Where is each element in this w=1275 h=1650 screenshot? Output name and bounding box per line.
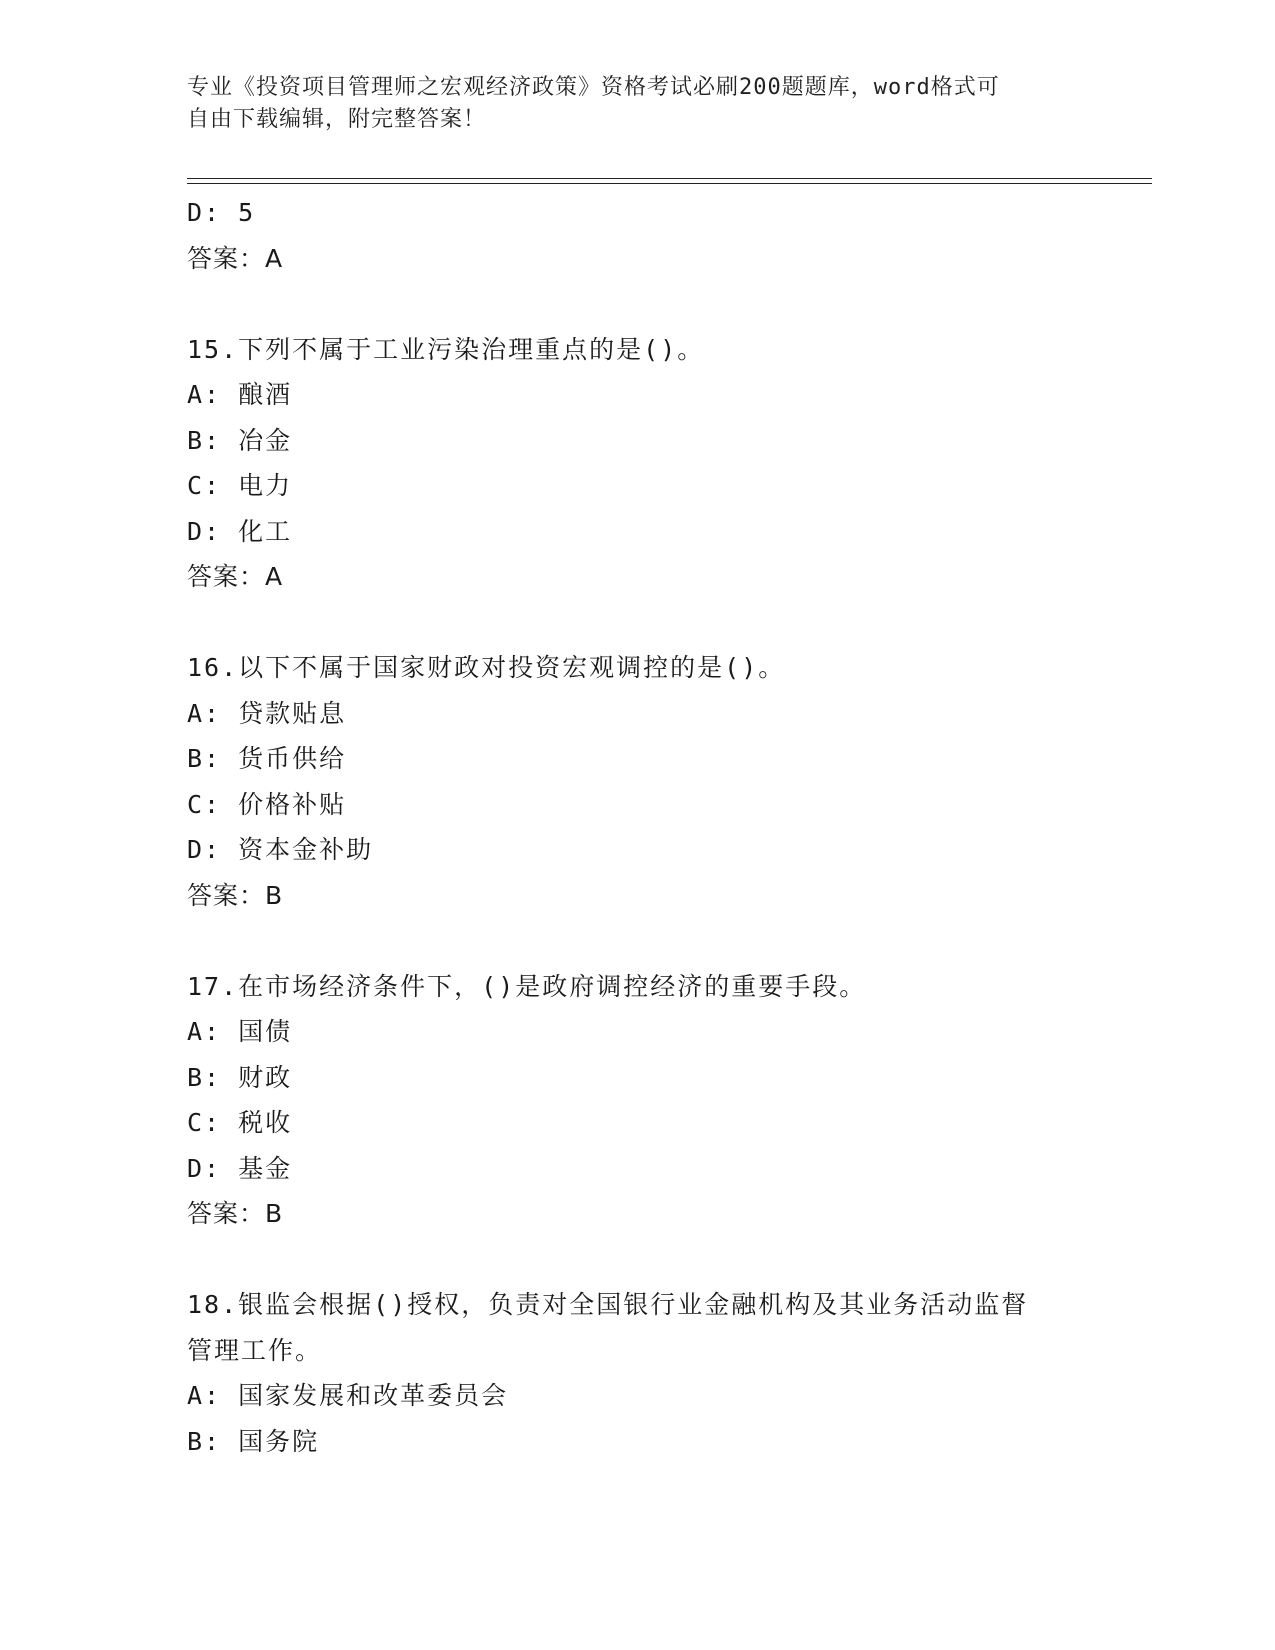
- option-a: A: 国债: [187, 1017, 293, 1046]
- option-a: A: 酿酒: [187, 380, 293, 409]
- question-list: [187, 190, 1087, 1464]
- question-stem: 15.下列不属于工业污染治理重点的是()。: [187, 334, 705, 364]
- option-d: D: 资本金补助: [187, 835, 374, 864]
- spacer: [187, 918, 1087, 964]
- option-c: C: 电力: [187, 471, 293, 500]
- option-a: A: 国家发展和改革委员会: [187, 1381, 509, 1410]
- question-17: [187, 964, 1087, 1237]
- header-line-2: 自由下载编辑，附完整答案！: [187, 107, 487, 132]
- answer-label: 答案：B: [187, 880, 284, 910]
- question-stem: 16.以下不属于国家财政对投资宏观调控的是()。: [187, 653, 786, 682]
- option-d: D: 化工: [187, 516, 293, 546]
- question-stem-line-1: 18.银监会根据()授权，负责对全国银行业金融机构及其业务活动监督: [187, 1290, 1029, 1319]
- option-a: A: 贷款贴息: [187, 698, 347, 728]
- option-b: B: 财政: [187, 1062, 293, 1092]
- spacer: [187, 1237, 1087, 1283]
- previous-question-tail: [187, 190, 1087, 281]
- document-header: [187, 72, 1077, 136]
- question-stem: 17.在市场经济条件下，()是政府调控经济的重要手段。: [187, 971, 867, 1001]
- answer-label: 答案：A: [187, 243, 284, 273]
- spacer: [187, 281, 1087, 327]
- answer-label: 答案：A: [187, 562, 284, 591]
- spacer: [187, 600, 1087, 646]
- question-16: [187, 645, 1087, 918]
- answer-label: 答案：B: [187, 1199, 284, 1228]
- option-b: B: 冶金: [187, 425, 293, 455]
- option-d: D: 5: [187, 198, 256, 227]
- question-stem-line-2: 管理工作。: [187, 1335, 323, 1365]
- header-rule-top: [187, 178, 1152, 179]
- header-rule-bottom: [187, 183, 1152, 184]
- option-b: B: 国务院: [187, 1426, 320, 1456]
- option-d: D: 基金: [187, 1153, 293, 1183]
- option-c: C: 税收: [187, 1108, 293, 1137]
- option-b: B: 货币供给: [187, 744, 347, 773]
- question-18: [187, 1282, 1087, 1464]
- option-c: C: 价格补贴: [187, 789, 347, 819]
- header-line-1: 专业《投资项目管理师之宏观经济政策》资格考试必刷200题题库，word格式可: [187, 75, 1000, 100]
- question-15: [187, 327, 1087, 600]
